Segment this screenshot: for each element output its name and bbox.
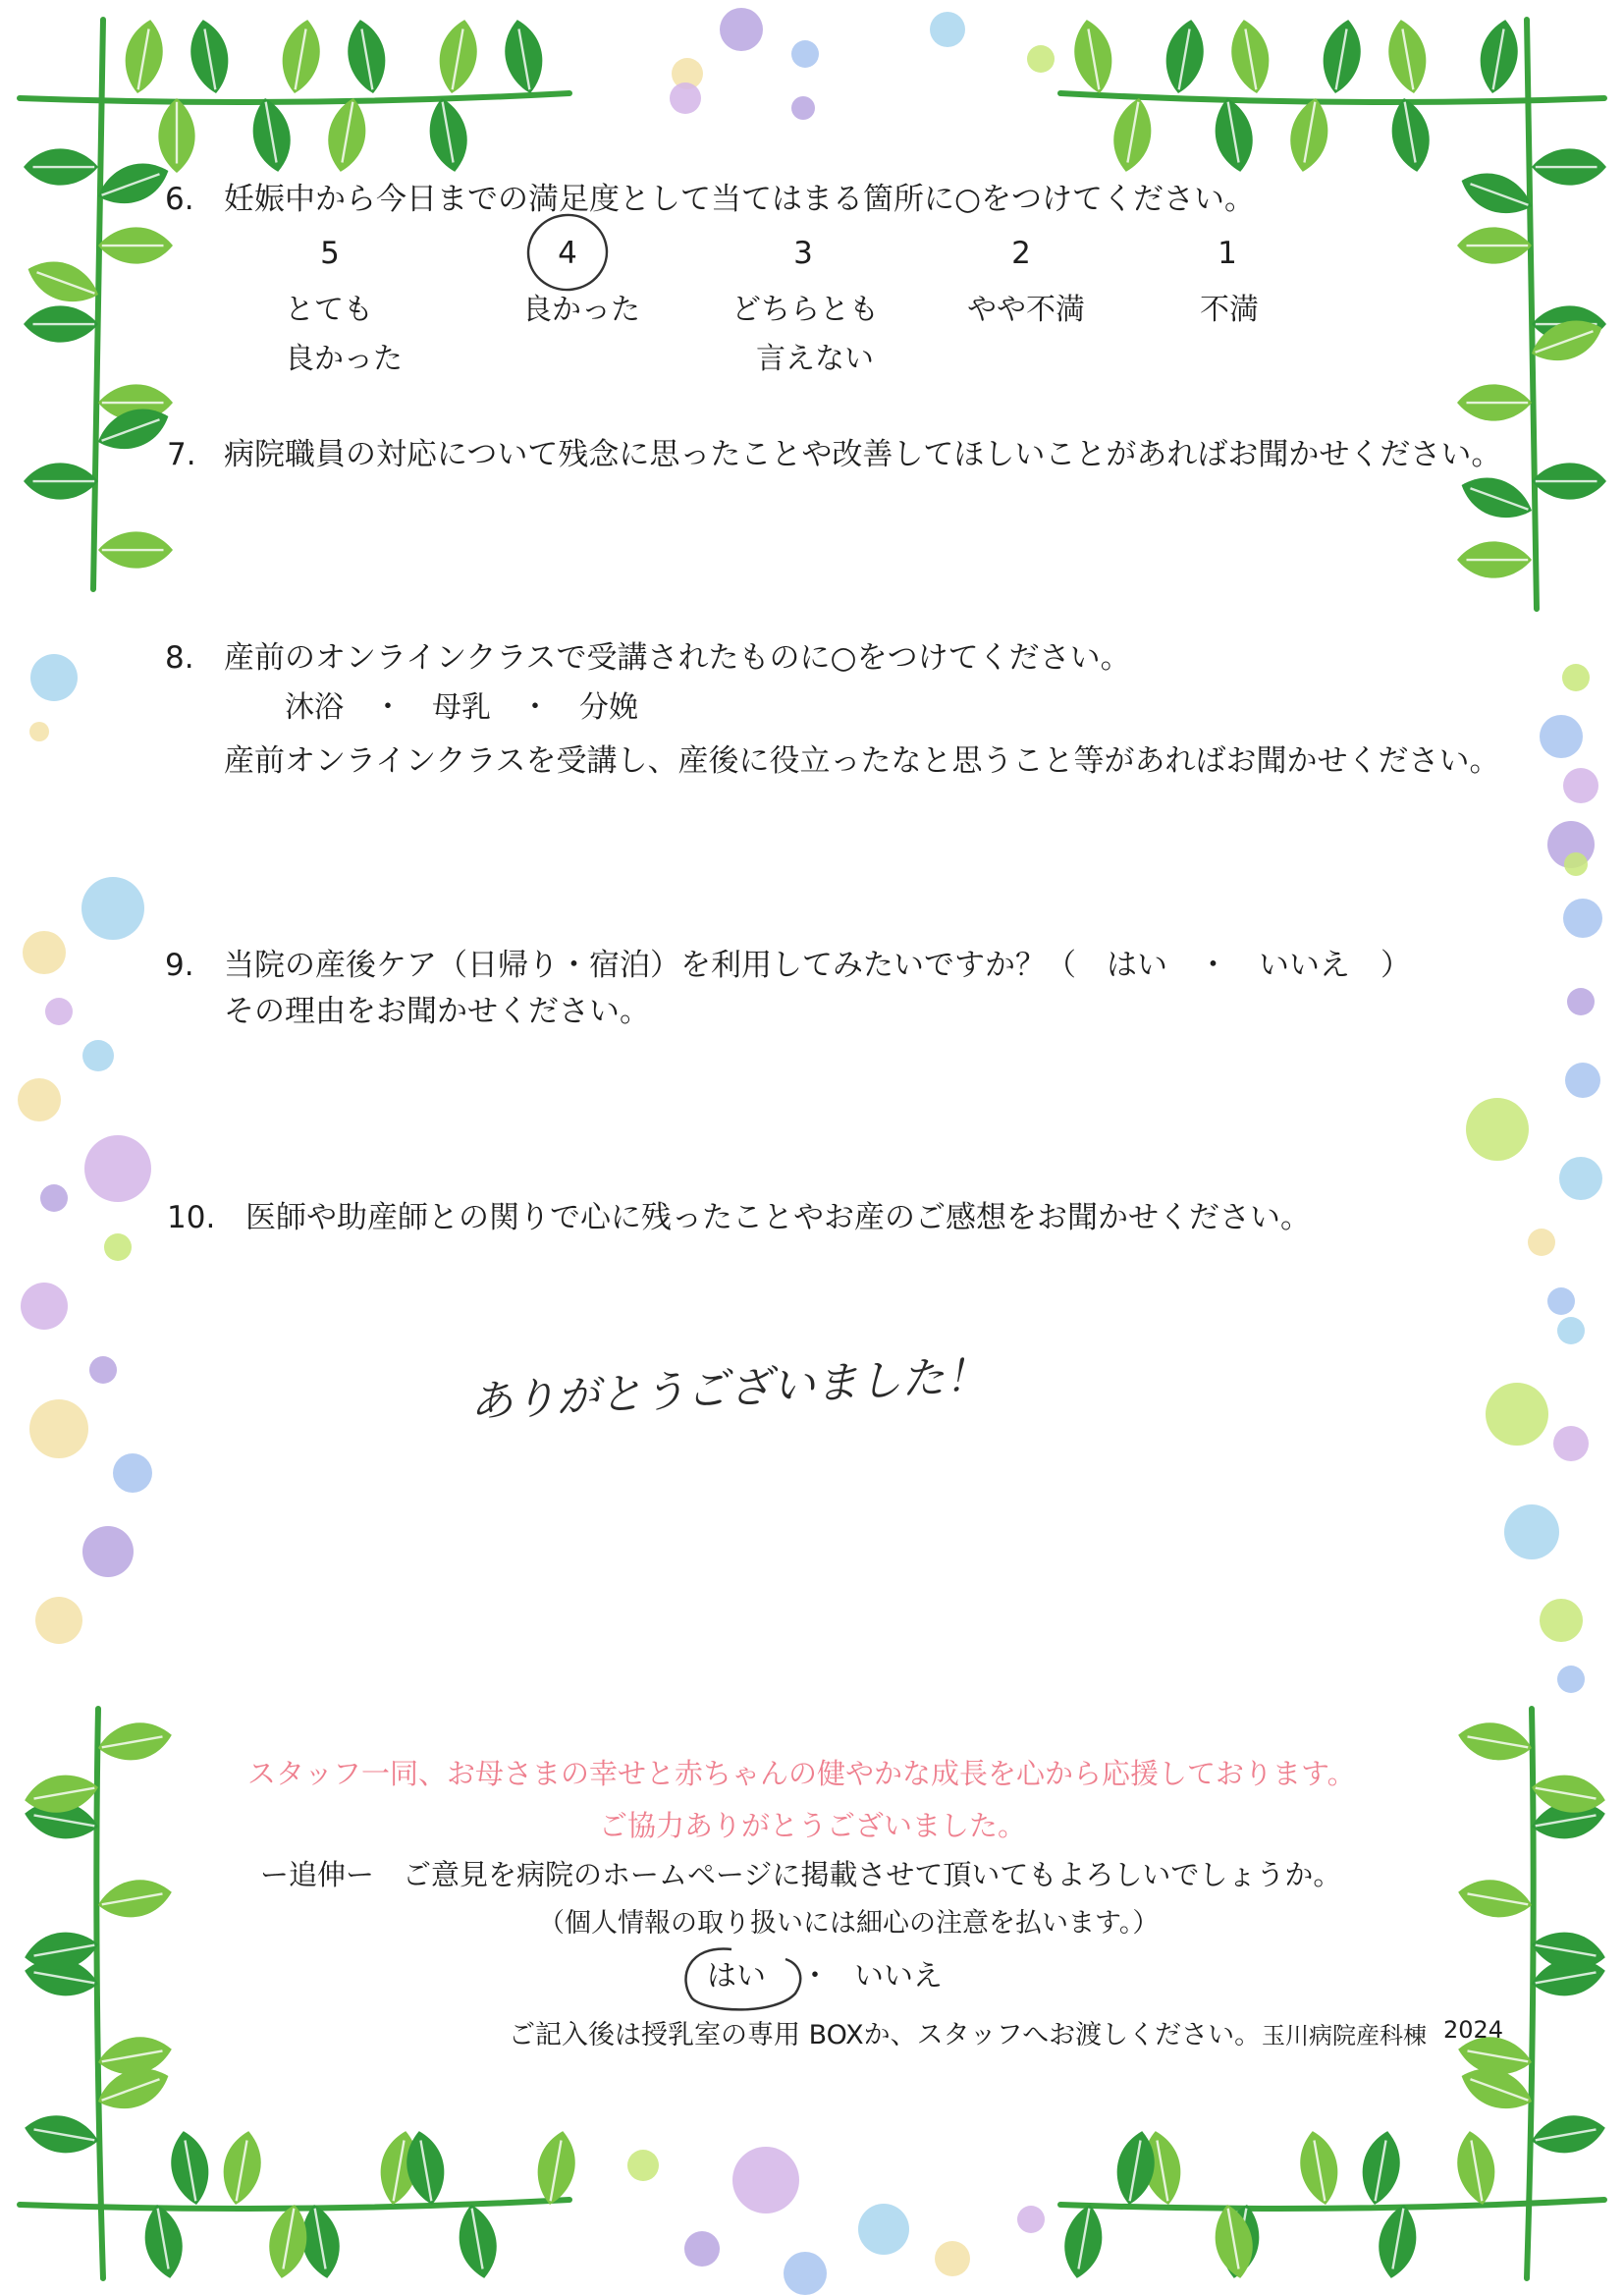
leaf	[424, 95, 473, 175]
decor-dot	[23, 931, 66, 974]
vine-stem	[96, 1709, 103, 2278]
decor-dot	[82, 1526, 134, 1577]
postscript: ー追伸ー ご意見を病院のホームページに掲載させて頂いてもよろしいでしょうか。	[260, 1858, 1342, 1891]
leaf	[22, 251, 104, 311]
decor-dot	[45, 998, 73, 1025]
decor-dot	[784, 2252, 827, 2295]
decor-dot	[1466, 1098, 1529, 1161]
decor-dot	[1567, 988, 1595, 1015]
thanks-line-2: ご協力ありがとうございました。	[599, 1809, 1027, 1842]
leaf	[1068, 17, 1117, 96]
leaf	[1357, 2128, 1406, 2208]
vine-stem	[1527, 1709, 1534, 2278]
leaf	[1382, 17, 1432, 96]
leaf	[1455, 467, 1538, 527]
leaf	[92, 153, 175, 213]
decor-dot	[84, 1135, 151, 1202]
q6-text: 妊娠中から今日までの満足度として当てはまる箇所に○をつけてください。	[224, 182, 1256, 217]
scale-value-3[interactable]: 3	[793, 236, 813, 271]
vine-stem	[93, 20, 103, 589]
decor-dot	[1504, 1504, 1559, 1559]
leaf	[1294, 2128, 1343, 2208]
q8-followup: 産前オンラインクラスを受講し、産後に役立ったなと思うこと等があればお聞かせください。	[224, 743, 1500, 779]
q10-number: 10.	[167, 1200, 216, 1235]
q7-text: 病院職員の対応について残念に思ったことや改善してほしいことがあればお聞かせください。	[224, 437, 1502, 472]
decor-dot	[81, 877, 144, 940]
decor-dot	[1486, 1383, 1548, 1446]
scale-label-5-line2: 良かった	[285, 342, 403, 376]
leaf	[263, 2202, 312, 2281]
q7-number: 7.	[167, 437, 196, 472]
leaf	[1455, 1874, 1535, 1923]
leaf	[277, 17, 326, 96]
q6-number: 6.	[165, 182, 194, 217]
decor-dot	[29, 1399, 88, 1458]
q10-text: 医師や助産師との関りで心に残ったことやお産のご感想をお聞かせください。	[245, 1200, 1311, 1235]
decor-dot	[858, 2204, 909, 2255]
leaf	[98, 531, 173, 568]
decor-dot	[1564, 852, 1588, 876]
leaf	[1318, 17, 1367, 96]
leaf	[322, 95, 371, 175]
leaf	[1455, 1717, 1535, 1766]
decor-dot	[18, 1078, 61, 1121]
answer-yes[interactable]: はい	[707, 1959, 766, 1994]
leaf	[1457, 227, 1532, 263]
leaf	[342, 17, 391, 96]
decor-dot	[1563, 768, 1598, 803]
decor-dot	[732, 2147, 799, 2213]
answer-no[interactable]: いいえ	[854, 1959, 943, 1994]
decor-dot	[1528, 1229, 1555, 1256]
leaf	[95, 1717, 175, 1766]
vine-stem	[1060, 93, 1604, 102]
leaf	[1161, 17, 1210, 96]
vine-stem	[1527, 20, 1537, 609]
decor-dot	[1562, 664, 1590, 691]
leaf	[1529, 2109, 1608, 2158]
leaf	[1058, 2202, 1108, 2281]
leaf	[1108, 95, 1157, 175]
scale-label-3-line1: どちらとも	[731, 293, 879, 327]
leaf	[24, 305, 98, 342]
scale-label-1: 不満	[1200, 293, 1259, 327]
leaf	[1532, 148, 1606, 185]
q8-text: 産前のオンラインクラスで受講されたものに○をつけてください。	[224, 640, 1131, 676]
year: 2024	[1443, 2016, 1504, 2044]
scale-value-1[interactable]: 1	[1218, 236, 1237, 271]
leaf	[95, 1874, 175, 1923]
leaf	[1457, 541, 1532, 577]
leaf	[1455, 163, 1538, 223]
decor-dot	[1565, 1063, 1600, 1098]
decor-dot	[720, 8, 763, 51]
leaf	[1284, 95, 1333, 175]
leaf	[98, 227, 173, 263]
instructions: ご記入後は授乳室の専用 BOXか、スタッフへお渡しください。	[509, 2020, 1262, 2050]
q9-text: 当院の産後ケア（日帰り・宿泊）を利用してみたいですか？（ はい ・ いいえ ）	[224, 948, 1411, 983]
scale-value-5[interactable]: 5	[320, 236, 340, 271]
leaf	[1532, 463, 1606, 499]
leaf	[1373, 2202, 1422, 2281]
scale-value-2[interactable]: 2	[1011, 236, 1031, 271]
leaf	[1451, 2128, 1500, 2208]
decor-dot	[1557, 1317, 1585, 1344]
q10-handwritten-answer: ありがとうございました！	[468, 1350, 990, 1428]
decor-dot	[1553, 1426, 1589, 1461]
leaf	[24, 463, 98, 499]
decor-dot	[1540, 715, 1583, 758]
leaf	[434, 17, 483, 96]
leaf	[22, 2109, 101, 2158]
leaf	[1225, 17, 1274, 96]
leaf	[247, 95, 297, 175]
q8-options[interactable]: 沐浴 ・ 母乳 ・ 分娩	[285, 690, 638, 725]
decor-dot	[30, 654, 78, 701]
thanks-line-1: スタッフ一同、お母さまの幸せと赤ちゃんの健やかな成長を心から応援しております。	[247, 1757, 1356, 1790]
decor-dot	[1559, 1157, 1602, 1200]
leaf	[185, 17, 234, 96]
decor-dot	[791, 40, 819, 68]
decor-dot	[1563, 899, 1602, 938]
leaf	[165, 2128, 214, 2208]
decor-dot	[791, 96, 815, 120]
leaf	[158, 98, 194, 173]
decor-dot	[82, 1040, 114, 1071]
scale-label-2: やや不満	[967, 293, 1085, 327]
decor-dot	[35, 1597, 82, 1644]
scale-value-4[interactable]: 4	[558, 236, 577, 271]
decor-dot	[113, 1453, 152, 1493]
leaf	[1210, 95, 1259, 175]
decor-dot	[21, 1283, 68, 1330]
q9-followup: その理由をお聞かせください。	[224, 994, 650, 1029]
leaf	[532, 2128, 581, 2208]
decor-dot	[684, 2231, 720, 2267]
scale-label-5-line1: とても	[285, 293, 373, 327]
leaf	[499, 17, 548, 96]
q8-number: 8.	[165, 640, 194, 676]
leaf	[24, 148, 98, 185]
leaf	[120, 17, 169, 96]
decor-dot	[935, 2241, 970, 2276]
answer-separator: ・	[800, 1959, 830, 1994]
scale-label-3-line2: 言えない	[756, 342, 874, 376]
vine-stem	[1060, 2200, 1604, 2209]
decor-dot	[29, 722, 49, 741]
decor-dot	[89, 1356, 117, 1384]
decor-dot	[1027, 45, 1055, 73]
leaf	[454, 2202, 503, 2281]
decor-dot	[1540, 1599, 1583, 1642]
privacy-note: （個人情報の取り扱いには細心の注意を払います。）	[538, 1908, 1160, 1939]
decor-dot	[1017, 2206, 1045, 2233]
decor-dot	[670, 82, 701, 114]
decor-dot	[627, 2150, 659, 2181]
scale-label-4: 良かった	[522, 293, 640, 327]
decor-dot	[930, 12, 965, 47]
decor-dot	[104, 1233, 132, 1261]
leaf	[1457, 384, 1532, 420]
decor-dot	[1557, 1666, 1585, 1693]
q9-number: 9.	[165, 948, 194, 983]
leaf	[218, 2128, 267, 2208]
decor-dot	[40, 1184, 68, 1212]
leaf	[1475, 17, 1524, 96]
decor-dot	[1547, 1287, 1575, 1315]
leaf	[139, 2202, 189, 2281]
department: 玉川病院産科棟	[1262, 2022, 1427, 2049]
leaf	[1386, 95, 1435, 175]
